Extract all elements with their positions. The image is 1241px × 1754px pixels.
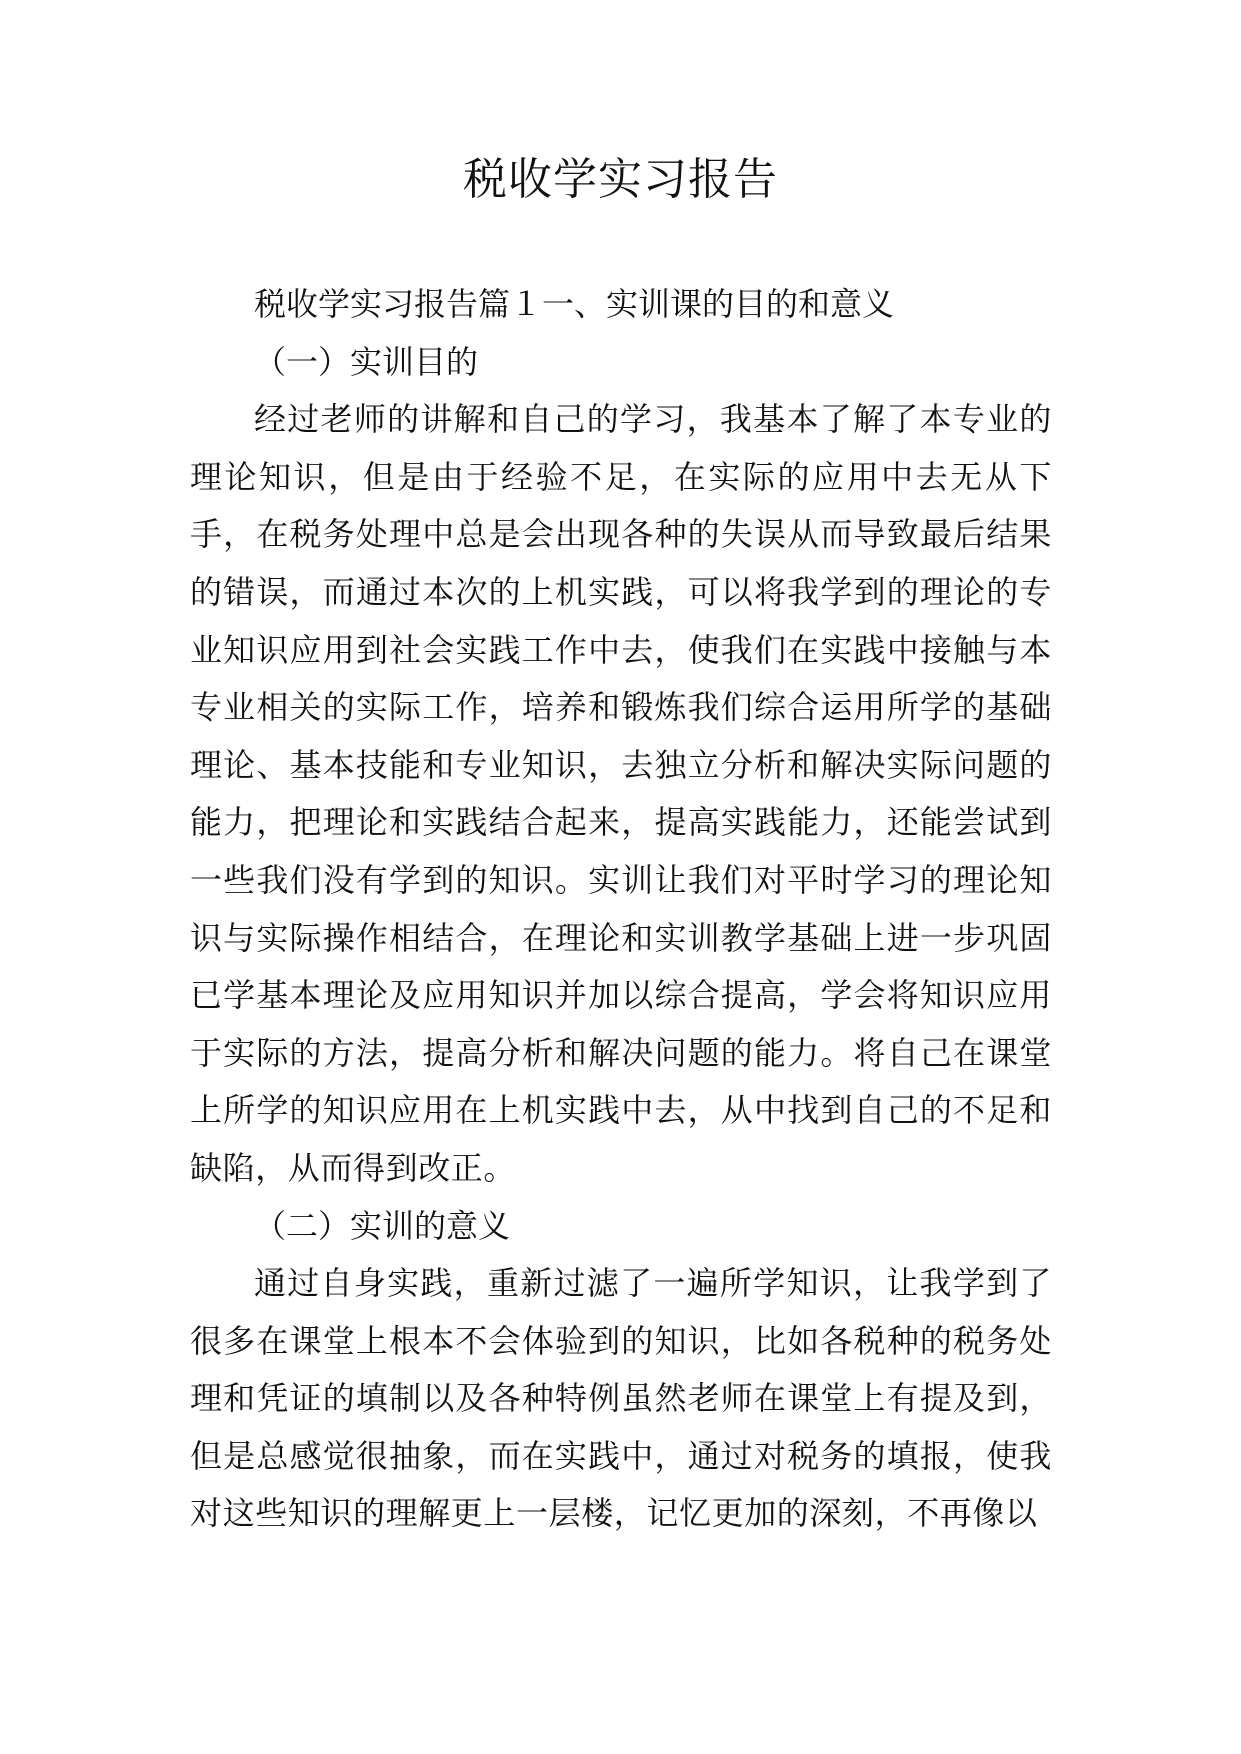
paragraph-purpose: 经过老师的讲解和自己的学习，我基本了解了本专业的理论知识，但是由于经验不足，在实际的应用中去无从下手，在税务处理中总是会出现各种的失误从而导致最后结果的错误，而通过本次的上机实践，可以将我学到的理论的专业知识应用到社会实践工作中去，使我们在实践中接触与本专业相关的实际工作，培养和锻炼我们综合运用所学的基础理论、基本技能和专业知识，去独立分析和解决实际问题的能力，把理论和实践结合起来，提高实践能力，还能尝试到一些我们没有学到的知识。实训让我们对平时学习的理论知识与实际操作相结合，在理论和实训教学基础上进一步巩固已学基本理论及应用知识并加以综合提高，学会将知识应用于实际的方法，提高分析和解决问题的能力。将自己在课堂上所学的知识应用在上机实践中去，从中找到自己的不足和缺陷，从而得到改正。 [190, 400, 1052, 1187]
section-intro-line: 税收学实习报告篇１一、实训课的目的和意义 [254, 285, 895, 323]
document-body [190, 276, 1052, 1543]
document-title: 税收学实习报告 [463, 154, 778, 205]
section-heading-significance: （二）实训的意义 [254, 1206, 511, 1245]
section-heading-purpose: （一）实训目的 [254, 342, 479, 381]
paragraph-significance: 通过自身实践，重新过滤了一遍所学知识，让我学到了很多在课堂上根本不会体验到的知识，比如各税种的税务处理和凭证的填制以及各种特例虽然老师在课堂上有提及到，但是总感觉很抽象，而在实践中，通过对税务的填报，使我对这些知识的理解更上一层楼，记忆更加的深刻，不再像以 [190, 1264, 1052, 1533]
